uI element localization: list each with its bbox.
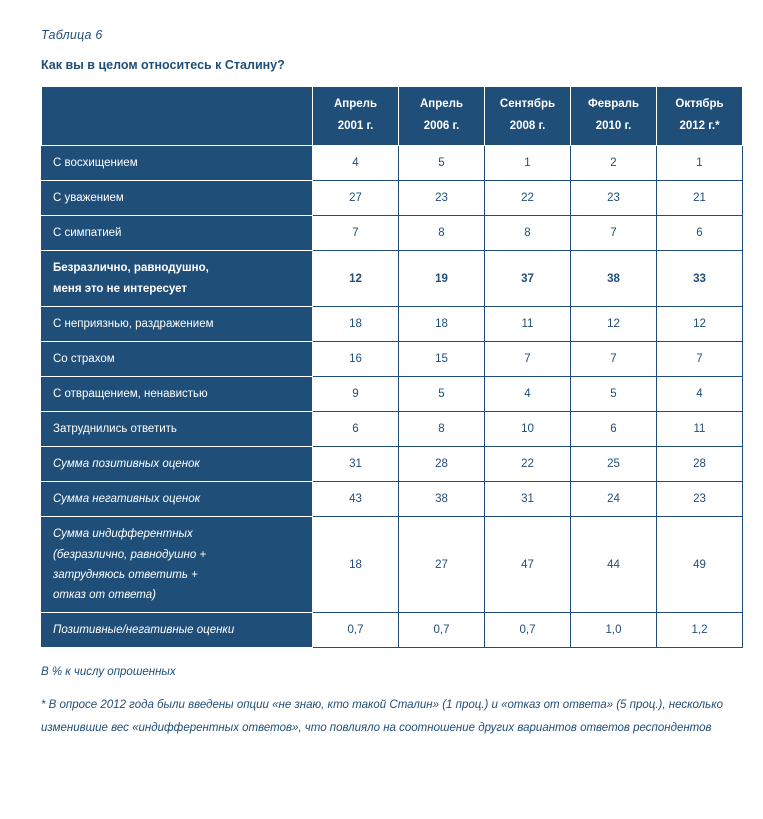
column-header-3-line2: 2008 г.: [509, 120, 546, 132]
row-label: [42, 181, 313, 216]
row-value: 44: [571, 517, 657, 613]
row-value: 0,7: [485, 612, 571, 647]
row-label-line: Со страхом: [53, 352, 115, 365]
column-header-4-line2: 2010 г.: [595, 120, 632, 132]
row-value: 6: [571, 412, 657, 447]
row-value: 0,7: [399, 612, 485, 647]
row-value: 1,0: [571, 612, 657, 647]
row-value: 1,2: [657, 612, 743, 647]
row-label: [42, 251, 313, 306]
row-value: 38: [399, 482, 485, 517]
table-row: [42, 181, 743, 216]
row-label: [42, 216, 313, 251]
row-label-line: С уважением: [53, 192, 124, 205]
row-value: 28: [657, 447, 743, 482]
row-value: 7: [571, 216, 657, 251]
row-value: 7: [657, 341, 743, 376]
row-value: 5: [571, 376, 657, 411]
row-value: 28: [399, 447, 485, 482]
row-value: 25: [571, 447, 657, 482]
row-label-line: Безразлично, равнодушно,: [53, 262, 209, 275]
table-header-row: [42, 87, 743, 146]
row-label: [42, 412, 313, 447]
row-value: 12: [313, 251, 399, 306]
row-label-line: Позитивные/негативные оценки: [53, 623, 235, 636]
row-value: 12: [571, 306, 657, 341]
row-value: 31: [485, 482, 571, 517]
row-value: 31: [313, 447, 399, 482]
column-header-2-line1: Апрель: [419, 98, 464, 111]
row-value: 10: [485, 412, 571, 447]
row-label-line: С неприязнью, раздражением: [53, 317, 214, 330]
row-value: 37: [485, 251, 571, 306]
row-value: 18: [399, 306, 485, 341]
table-row: [42, 612, 743, 647]
row-value: 7: [571, 341, 657, 376]
table-body: [42, 146, 743, 648]
attitudes-table: [41, 86, 743, 648]
row-value: 5: [399, 146, 485, 181]
row-value: 7: [485, 341, 571, 376]
row-value: 23: [657, 482, 743, 517]
row-value: 27: [399, 517, 485, 613]
row-value: 8: [485, 216, 571, 251]
row-label-line: отказ от ответа): [53, 588, 156, 601]
column-header-1: [313, 87, 399, 146]
row-value: 49: [657, 517, 743, 613]
row-value: 9: [313, 376, 399, 411]
row-value: 23: [571, 181, 657, 216]
row-value: 11: [657, 412, 743, 447]
row-label: [42, 482, 313, 517]
column-header-2: [399, 87, 485, 146]
row-value: 12: [657, 306, 743, 341]
row-value: 15: [399, 341, 485, 376]
row-label: [42, 447, 313, 482]
column-header-2-line2: 2006 г.: [423, 120, 460, 132]
table-note: В % к числу опрошенных: [41, 666, 176, 678]
row-value: 33: [657, 251, 743, 306]
column-header-1-line2: 2001 г.: [337, 120, 374, 132]
row-value: 8: [399, 216, 485, 251]
table-row: [42, 146, 743, 181]
row-value: 27: [313, 181, 399, 216]
row-label-line: С отвращением, ненавистью: [53, 387, 208, 400]
table-row: [42, 251, 743, 306]
row-value: 6: [657, 216, 743, 251]
table-row: [42, 412, 743, 447]
row-label-line: Сумма индифферентных: [53, 528, 193, 541]
row-label-line: Затруднились ответить: [53, 423, 177, 435]
table-row: [42, 306, 743, 341]
row-value: 7: [313, 216, 399, 251]
row-label-line: (безразлично, равнодушно +: [53, 548, 207, 561]
row-value: 1: [485, 146, 571, 181]
table-row: [42, 376, 743, 411]
row-value: 4: [657, 376, 743, 411]
row-value: 18: [313, 517, 399, 613]
row-value: 21: [657, 181, 743, 216]
column-header-5: [657, 87, 743, 146]
row-value: 47: [485, 517, 571, 613]
column-header-3-line1: Сентябрь: [499, 98, 556, 111]
row-label: [42, 612, 313, 647]
page-title: Как вы в целом относитесь к Сталину?: [41, 58, 285, 72]
row-value: 1: [657, 146, 743, 181]
row-label-line: Сумма позитивных оценок: [53, 458, 200, 471]
column-header-4: [571, 87, 657, 146]
table-row: [42, 482, 743, 517]
table-row: [42, 517, 743, 613]
table-row: [42, 447, 743, 482]
table-row: [42, 341, 743, 376]
row-value: 11: [485, 306, 571, 341]
row-label: [42, 341, 313, 376]
row-label-line: Сумма негативных оценок: [53, 493, 201, 506]
row-label-line: С симпатией: [53, 227, 122, 240]
row-label: [42, 306, 313, 341]
row-value: 4: [313, 146, 399, 181]
row-value: 18: [313, 306, 399, 341]
column-header-3: [485, 87, 571, 146]
row-value: 23: [399, 181, 485, 216]
row-value: 6: [313, 412, 399, 447]
column-header-5-line1: Октябрь: [675, 98, 724, 111]
row-label: [42, 376, 313, 411]
column-header-4-line1: Февраль: [587, 98, 640, 111]
row-label: [42, 517, 313, 613]
column-header-5-line2: 2012 г.*: [679, 120, 720, 132]
row-value: 22: [485, 181, 571, 216]
column-header-1-line1: Апрель: [333, 98, 378, 111]
table-header: [42, 87, 743, 146]
table-row: [42, 216, 743, 251]
table-footnote: * В опросе 2012 года были введены опции «не знаю, кто такой Сталин» (1 проц.) и «отказ от ответа» (5 проц.), несколько изменившие вес «индифферентных ответов», что повлияло на соотношение других вариантов ответов респондентов: [41, 699, 724, 735]
row-label: [42, 146, 313, 181]
row-value: 19: [399, 251, 485, 306]
row-label-line: С восхищением: [53, 157, 138, 169]
row-value: 38: [571, 251, 657, 306]
row-value: 0,7: [313, 612, 399, 647]
row-label-line: затрудняюсь ответить +: [53, 568, 198, 581]
row-value: 5: [399, 376, 485, 411]
row-value: 43: [313, 482, 399, 517]
row-value: 24: [571, 482, 657, 517]
row-value: 22: [485, 447, 571, 482]
table-caption: Таблица 6: [41, 28, 103, 42]
row-value: 2: [571, 146, 657, 181]
table-corner-header: [42, 87, 313, 146]
row-value: 16: [313, 341, 399, 376]
row-value: 4: [485, 376, 571, 411]
row-value: 8: [399, 412, 485, 447]
row-label-line: меня это не интересует: [53, 282, 188, 295]
